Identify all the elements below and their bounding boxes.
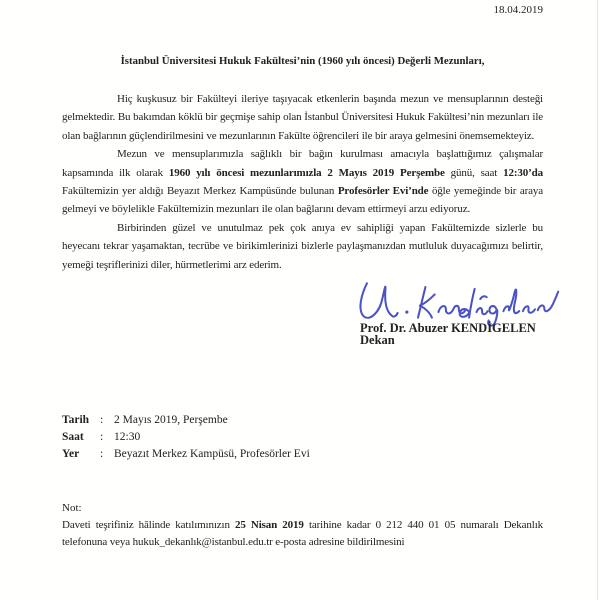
note-heading: Not: bbox=[62, 501, 82, 514]
paragraph-2-bold-time: 12:30’da bbox=[503, 166, 544, 179]
paragraph-2 bbox=[62, 145, 543, 219]
detail-value: Beyazıt Merkez Kampüsü, Profesörler Evi bbox=[114, 448, 310, 461]
paragraph-2-bold-venue: Profesörler Evi’nde bbox=[337, 185, 429, 198]
detail-value: 2 Mayıs 2019, Perşembe bbox=[114, 414, 228, 427]
paragraph-2-text: Mezun ve mensuplarımızla sağlıklı bir bağın kurulması amacıyla başlattığımız çalışmalar kapsamında ilk olarak bbox=[62, 148, 543, 179]
paragraph-2-text: öğle yemeğinde bir araya gelmeyi ve böylelikle Fakültemizin mezunları ile olan bağlarını devam ettirmeyi arzu ediyoruz. bbox=[62, 185, 543, 216]
detail-row-place bbox=[62, 446, 543, 463]
letter-date: 18.04.2019 bbox=[493, 4, 543, 16]
paragraph-2-text: Fakültemizin yer aldığı Beyazıt Merkez Kampüsünde bulunan bbox=[62, 185, 338, 198]
paragraph-2-bold-date: 1960 yılı öncesi mezunlarımızla 2 Mayıs 2019 Perşembe bbox=[168, 166, 445, 179]
detail-label: Tarih bbox=[62, 414, 90, 427]
detail-row-time bbox=[62, 429, 543, 446]
paragraph-2-text: günü, saat bbox=[444, 166, 504, 179]
detail-row-date bbox=[62, 412, 543, 429]
event-details bbox=[62, 412, 543, 464]
note-text-segment: tarihine kadar 0 212 440 01 05 numaralı Dekanlık telefonuna veya hukuk_dekanlık@istanbul.edu.tr e-posta adresine bildirilmesini bbox=[62, 518, 543, 548]
detail-value: 12:30 bbox=[114, 431, 141, 444]
paragraph-3: Birbirinden güzel ve unutulmaz pek çok anıya ev sahipliği yapan Fakültemizde sizlerle bu heyecanı tekrar yaşamaktan, tecrübe ve birikimlerinizi bizlerle paylaşmanızdan mutluluk duyacağımızı belirtir, yemeği teşriflerinizi diler, hürmetlerimi arz ederim. bbox=[62, 221, 543, 271]
detail-separator: : bbox=[100, 431, 104, 444]
detail-label: Yer bbox=[62, 448, 80, 461]
detail-separator: : bbox=[100, 414, 104, 427]
salutation-line: İstanbul Üniversitesi Hukuk Fakültesi’nin (1960 yılı öncesi) Değerli Mezunları, bbox=[120, 55, 485, 67]
note-text-segment: Daveti teşrifiniz hâlinde katılımınızın bbox=[62, 518, 235, 531]
signatory-title: Dekan bbox=[360, 333, 395, 348]
note-section bbox=[62, 500, 543, 551]
detail-separator: : bbox=[100, 448, 104, 461]
detail-label: Saat bbox=[62, 431, 84, 444]
note-text bbox=[62, 517, 543, 551]
signatory-name: Prof. Dr. Abuzer KENDİGELEN bbox=[360, 321, 536, 336]
paragraph-1: Hiç kuşkusuz bir Fakülteyi ileriye taşıyacak etkenlerin başında mezun ve mensuplarının desteği gelmektedir. Bu bakımdan köklü bir geçmişe sahip olan İstanbul Üniversitesi Hukuk Fakültesi’nin mezunları ile olan bağlarının güçlendirilmesini ve mezunlarının Fakülte öğrencileri ile bir araya gelmesini önemsemekteyiz. bbox=[62, 93, 543, 142]
signature-block bbox=[348, 274, 588, 350]
note-bold-deadline: 25 Nisan 2019 bbox=[234, 518, 304, 531]
